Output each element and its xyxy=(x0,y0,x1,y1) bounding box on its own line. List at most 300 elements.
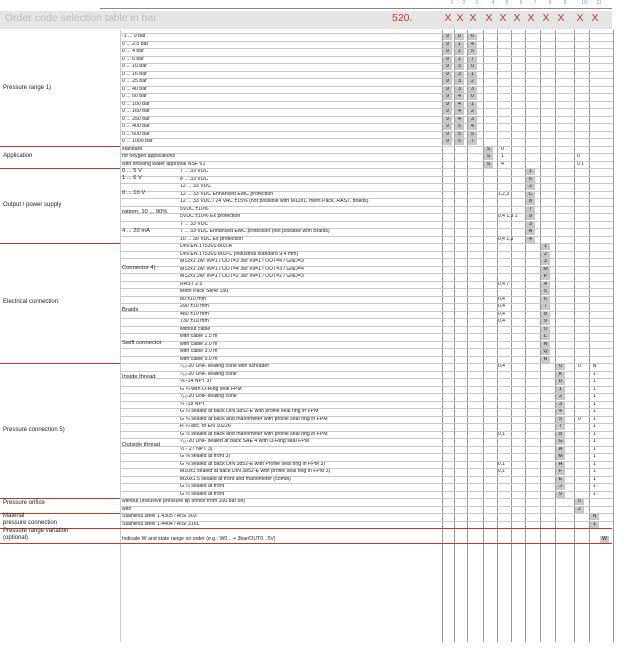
output-sub-label: 0 ... 5 V xyxy=(122,167,142,174)
top-rule xyxy=(100,8,612,9)
pressure-connection-item: G ½ sealed at back and manometer with profile seal ring in FPM xyxy=(180,430,328,437)
pressure-connection-item: ¼ -18 NPT xyxy=(180,400,206,407)
code-position-x: X xyxy=(499,12,507,24)
code-cell: 4 xyxy=(455,108,464,115)
code-cell: 9 xyxy=(443,101,452,108)
code-cell: 1 xyxy=(593,475,596,482)
code-cell: M xyxy=(541,266,550,273)
output-sub-label: 4 ... 20 mA xyxy=(122,227,151,234)
code-cell: 3 xyxy=(526,221,535,228)
code-cell: 9 xyxy=(443,78,452,85)
pressure-connection-item: ⁷⁄₁₆-20 UNF sealing cone xyxy=(180,370,237,377)
code-cell: 0 xyxy=(541,326,550,333)
pressure-connection-item: ⁷⁄₁₆-20 UNF sealing cone with schrader xyxy=(180,363,270,369)
code-cell: 1 xyxy=(556,386,565,393)
code-cell: 5 xyxy=(455,138,464,145)
grid-row-line xyxy=(120,513,613,514)
code-cell: 1 xyxy=(593,453,596,459)
code-cell: 9 xyxy=(443,108,452,115)
code-cell: 3 xyxy=(455,78,464,85)
pressure-connection-item: ½ - 27 NPT 3) xyxy=(180,445,213,452)
grid-row-line xyxy=(120,93,613,94)
electrical-item: with cable 1.5 m xyxy=(180,333,218,339)
material-item: Stainless steel 1.4305 / AISI 303 xyxy=(122,513,197,519)
code-position-x: X xyxy=(456,12,464,24)
code-cell: 6 xyxy=(526,176,535,183)
extra-code: 0 xyxy=(577,153,580,159)
output-item: 7 ... 33 VDC xyxy=(180,220,209,227)
grid-label-line xyxy=(120,30,121,642)
pressure-connection-label: Pressure connection 5) xyxy=(3,426,65,433)
code-cell: 0 xyxy=(455,33,464,40)
code-cell: 8 xyxy=(556,431,565,438)
grid-row-line xyxy=(120,348,613,349)
code-cell: 9 xyxy=(443,116,452,123)
code-position-number: 2 xyxy=(462,0,466,6)
grid-row-line xyxy=(120,243,613,244)
pressure-orifice-item: without (inclusive pressure tip orifice from 100 bar on) xyxy=(122,498,246,504)
code-cell: 1 xyxy=(593,400,596,407)
grid-row-line xyxy=(120,258,613,259)
code-cell: 2 xyxy=(526,183,535,190)
code-cell: 0 xyxy=(501,145,504,152)
grid-row-line xyxy=(120,378,613,379)
code-cell: 0 xyxy=(578,415,581,422)
electrical-label: Electrical connection xyxy=(3,299,59,305)
electrical-item: 480 ±10 mm xyxy=(180,310,209,317)
pressure-orifice-item: with xyxy=(122,505,132,512)
output-item: 7 ... 33 VDC xyxy=(180,168,209,174)
code-cell: 4 xyxy=(556,408,565,415)
pressure-connection-item: ⁷⁄₁₆-20 UNF sealing cone xyxy=(180,393,237,399)
pressure-range-item: 0 ... 100 bar xyxy=(122,100,150,107)
code-cell: 1 xyxy=(593,385,596,392)
pressure-range-item: 0 ... 400 bar xyxy=(122,123,150,129)
code-cell: 1 xyxy=(455,48,464,55)
extra-code: 0,4 1,3 1 xyxy=(498,213,518,219)
pressure-range-item: 0 ... 6 bar xyxy=(122,55,144,62)
code-cell: 5 xyxy=(455,131,464,138)
grid-row-line xyxy=(120,476,613,477)
grid-row-line xyxy=(120,48,613,49)
code-cell: 5 xyxy=(468,48,477,55)
grid-row-line xyxy=(120,468,613,469)
pressure-orifice-label: Pressure orifice xyxy=(3,500,45,506)
code-cell: 0 xyxy=(468,93,477,100)
grid-row-line xyxy=(120,176,613,177)
grid-row-line xyxy=(120,273,613,274)
electrical-item: 730 ±10 mm xyxy=(180,318,209,324)
code-cell: 1 xyxy=(593,370,596,377)
grid-row-line xyxy=(120,341,613,342)
electrical-item: M12x1 2w: IN=1 / OUT=2 3w: IN=1 / OUT=2 / GND=3 xyxy=(180,273,304,279)
pressure-range-item: 0 ... 60 bar xyxy=(122,93,147,99)
code-position-number: 5 xyxy=(505,0,509,6)
code-cell: 9 xyxy=(541,318,550,325)
code-cell: 9 xyxy=(443,56,452,63)
pressure-connection-item: ⅛ -14 NPT 3) xyxy=(180,378,212,384)
code-cell: 2 xyxy=(468,78,477,85)
code-cell: 4 xyxy=(541,281,550,288)
code-position-number: 3 xyxy=(475,0,479,6)
code-cell: 0 xyxy=(578,363,581,369)
grid-column-line xyxy=(483,30,484,642)
code-cell: 1 xyxy=(593,483,596,489)
grid-row-line xyxy=(120,356,613,357)
code-cell: 9 xyxy=(443,138,452,145)
extra-code: 1,2,3 xyxy=(498,190,510,197)
grid-row-line xyxy=(120,393,613,394)
code-cell: 1 xyxy=(455,41,464,48)
pressure-connection-sub-label: Outside thread xyxy=(122,441,161,448)
grid-row-line xyxy=(120,521,613,522)
code-cell: 3 xyxy=(556,401,565,408)
application-item: with drinking water approval NSF 61 xyxy=(122,160,206,167)
code-cell: 1 xyxy=(593,415,596,422)
grid-column-line xyxy=(497,30,498,642)
grid-row-line xyxy=(120,386,613,387)
electrical-item: with cable 5.0 m xyxy=(180,355,218,362)
output-item: 12 ... 33 VDC / 24 VAC ±15% (not possible with M12x1, metri Pack, RAST, braids) xyxy=(180,198,369,204)
code-cell: 4 xyxy=(468,123,477,130)
extra-code: 0,4 1,3 xyxy=(498,235,514,242)
code-cell: 1 xyxy=(593,438,596,444)
code-cell: 4 xyxy=(501,160,504,167)
code-cell: 2 xyxy=(541,251,550,258)
pressure-range-item: 0 ... 25 bar xyxy=(122,78,147,84)
grid-row-line xyxy=(120,311,613,312)
code-cell: S xyxy=(484,146,493,153)
electrical-item: RAST 2.5 xyxy=(180,280,203,287)
grid-row-line xyxy=(120,101,613,102)
output-item: 5VDC ±10% Ex protection xyxy=(180,213,241,219)
code-cell: 1 xyxy=(593,408,596,414)
code-cell: S xyxy=(484,161,493,168)
variation-label-2: (optional) xyxy=(3,535,29,541)
code-cell: N xyxy=(541,341,550,348)
grid-row-line xyxy=(120,236,613,237)
code-cell: 7 xyxy=(556,423,565,430)
electrical-item: with cable 2.0 m xyxy=(180,340,218,347)
code-cell: 9 xyxy=(443,41,452,48)
pressure-connection-item: G ¼ sealed at front xyxy=(180,483,225,489)
code-cell: G xyxy=(556,438,565,445)
grid-row-line xyxy=(120,251,613,252)
grid-row-line xyxy=(120,206,613,207)
code-cell: 1 xyxy=(455,56,464,63)
pressure-connection-item: R ¼ acc. to EN 10226 xyxy=(180,423,231,429)
electrical-item: DIN EN 175301-803-C (industrial standard 9.4 mm) xyxy=(180,250,299,257)
code-cell: 3 xyxy=(455,71,464,78)
code-position-number: 6 xyxy=(519,0,523,6)
code-cell: 9 xyxy=(443,86,452,93)
grid-column-line xyxy=(613,30,614,642)
grid-row-line xyxy=(120,213,613,214)
code-cell: R xyxy=(541,356,550,363)
code-position-x: X xyxy=(485,12,493,24)
pressure-connection-item: G ¼ with O-Ring seal FPM xyxy=(180,385,242,392)
code-cell: 1 xyxy=(593,393,596,399)
grid-row-line xyxy=(120,56,613,57)
grid-row-line xyxy=(120,416,613,417)
extra-code: 0,4 xyxy=(498,363,505,369)
code-cell: 1 xyxy=(468,101,477,108)
code-cell: 7 xyxy=(541,303,550,310)
code-cell: 3 xyxy=(455,86,464,93)
code-cell: 9 xyxy=(443,123,452,130)
grid-row-line xyxy=(120,483,613,484)
code-cell: 4 xyxy=(455,101,464,108)
code-position-x: X xyxy=(513,12,521,24)
extra-code: 0,1 xyxy=(498,468,505,474)
grid-row-line xyxy=(120,228,613,229)
code-position-number: 11 xyxy=(596,0,602,6)
pressure-range-item: 0 ... 600 bar xyxy=(122,130,150,137)
grid-row-line xyxy=(120,33,613,34)
code-cell: 1 xyxy=(593,378,596,384)
extra-code: 0,4 7 xyxy=(498,280,510,287)
grid-row-line xyxy=(120,131,613,132)
code-cell: F xyxy=(556,468,565,475)
pressure-range-item: 0 ... 4 bar xyxy=(122,48,144,54)
pressure-connection-item: G ⅛ sealed at front 3) xyxy=(180,453,231,459)
grid-row-line xyxy=(120,318,613,319)
code-cell: 3 xyxy=(541,258,550,265)
code-position-x: X xyxy=(557,12,565,24)
code-cell: 0 xyxy=(468,63,477,70)
material-label: Material xyxy=(3,513,25,519)
code-cell: 7 xyxy=(468,138,477,145)
code-cell: A xyxy=(556,446,565,453)
grid-row-line xyxy=(120,303,613,304)
electrical-sub-label: Swift connector xyxy=(122,340,162,347)
code-cell: C xyxy=(526,191,535,198)
grid-row-line xyxy=(120,371,613,372)
code-cell: 1 xyxy=(468,71,477,78)
material-label-2: pressure connection xyxy=(3,520,58,526)
grid-row-line xyxy=(120,423,613,424)
electrical-item: DIN EN 175301-803-A xyxy=(180,243,232,249)
code-cell: M xyxy=(556,453,565,460)
pressure-connection-item: G ¼ sealed at back DIN 3852-E with profile seal ring in FPM xyxy=(180,408,319,414)
code-position-number: 10 xyxy=(581,0,587,6)
grid-row-line xyxy=(120,326,613,327)
code-position-number: 4 xyxy=(491,0,495,6)
pressure-connection-sub-label: Inside thread xyxy=(122,374,156,380)
code-cell: H xyxy=(556,461,565,468)
grid-row-line xyxy=(120,431,613,432)
code-cell: L xyxy=(541,333,550,340)
code-position-x: X xyxy=(542,12,550,24)
code-cell: 9 xyxy=(443,63,452,70)
electrical-item: with cable 3.0 m xyxy=(180,348,218,354)
extra-code: 0,1 xyxy=(498,430,505,437)
grid-row-line xyxy=(120,183,613,184)
grid-row-line xyxy=(120,138,613,139)
code-cell: 9 xyxy=(556,491,565,498)
code-cell: 4 xyxy=(468,41,477,48)
grid-row-line xyxy=(120,146,613,147)
electrical-item: M12x1 2w: IN=1 / OUT=4 3w: IN=1 / OUT=3 / GND=4 xyxy=(180,265,304,272)
pressure-range-item: 0 ... 10 bar xyxy=(122,63,147,69)
code-cell: 5 xyxy=(556,416,565,423)
application-item: standard xyxy=(122,145,143,152)
extra-code: 0 1 xyxy=(577,160,584,167)
code-cell: 7 xyxy=(526,206,535,213)
variation-label: Pressure range variation xyxy=(3,528,69,534)
code-position-number: 8 xyxy=(548,0,552,6)
grid-row-line xyxy=(120,153,613,154)
code-cell: 1 xyxy=(590,521,599,528)
code-cell: 9 xyxy=(443,131,452,138)
grid-column-line xyxy=(589,30,590,642)
grid-row-line xyxy=(120,446,613,447)
extra-code: 0,4 xyxy=(498,303,505,309)
grid-row-line xyxy=(120,491,613,492)
code-cell: 4 xyxy=(455,116,464,123)
grid-row-line xyxy=(120,288,613,289)
grid-row-line xyxy=(120,86,613,87)
electrical-item: 290 ±10 mm xyxy=(180,303,209,309)
grid-column-line xyxy=(525,30,526,642)
code-cell: S xyxy=(484,153,493,160)
code-cell: N xyxy=(590,513,599,520)
grid-row-line xyxy=(120,401,613,402)
code-cell: J xyxy=(556,483,565,490)
grid-row-line xyxy=(120,78,613,79)
order-code-prefix: 520. xyxy=(392,12,413,24)
grid-column-line xyxy=(511,30,512,642)
output-sub-label: 1 ... 6 V xyxy=(122,175,142,182)
grid-row-line xyxy=(120,168,613,169)
section-divider xyxy=(0,543,612,544)
extra-code: 0,1 xyxy=(498,460,505,467)
code-cell: 4 xyxy=(455,93,464,100)
pressure-range-label: Pressure range 1) xyxy=(3,85,52,92)
code-cell: Q xyxy=(541,348,550,355)
pressure-range-item: -1 ... 9 bar xyxy=(122,33,146,39)
grid-row-line xyxy=(120,221,613,222)
code-cell: 2 xyxy=(468,108,477,115)
application-item: for oxygen applications xyxy=(122,153,176,159)
grid-row-line xyxy=(120,363,613,364)
pressure-range-item: 0 ... 160 bar xyxy=(122,108,150,114)
code-cell: K xyxy=(556,371,565,378)
grid-row-line xyxy=(120,63,613,64)
code-cell: 9 xyxy=(443,48,452,55)
code-cell: 8 xyxy=(541,311,550,318)
code-cell: 1 xyxy=(593,460,596,467)
code-cell: 1 xyxy=(501,153,504,159)
grid-row-line xyxy=(120,506,613,507)
code-position-number: 9 xyxy=(563,0,567,6)
pressure-connection-item: G ½ sealed at front xyxy=(180,490,225,497)
electrical-item: Metri Pack Serie 150 xyxy=(180,288,229,294)
code-cell: 1 xyxy=(593,445,596,452)
code-cell: 2 xyxy=(575,506,584,513)
grid-row-line xyxy=(120,266,613,267)
code-position-number: 7 xyxy=(533,0,537,6)
code-cell: 1 xyxy=(593,468,596,474)
pressure-connection-item: G ¼ sealed at back and manometer with profile seal ring in FPM xyxy=(180,415,328,422)
pressure-connection-item: ⁷⁄₁₆-20 UNF sealed at back SAE 4 with O-Ring seal FPM xyxy=(180,438,310,444)
code-cell: 2 xyxy=(556,393,565,400)
code-cell: 9 xyxy=(443,71,452,78)
code-cell: 6 xyxy=(541,296,550,303)
code-cell: 5 xyxy=(468,131,477,138)
pressure-range-item: 0 ... 1000 bar xyxy=(122,138,153,144)
code-cell: 1 xyxy=(526,168,535,175)
pressure-range-item: 0 ... 2.5 bar xyxy=(122,40,149,47)
code-position-x: X xyxy=(576,12,584,24)
application-label: Application xyxy=(3,152,33,159)
grid-column-line xyxy=(574,30,575,642)
output-item: 12 ... 33 VDC xyxy=(180,183,212,189)
electrical-item: 80 ±10 mm xyxy=(180,295,206,302)
electrical-item: without cable xyxy=(180,325,211,332)
code-cell: 5 xyxy=(455,123,464,130)
extra-code: 0,4 xyxy=(498,295,505,302)
code-cell: W xyxy=(600,536,609,543)
grid-row-line xyxy=(120,461,613,462)
grid-row-line xyxy=(120,333,613,334)
output-sub-label: ratiom. 10 ... 90% xyxy=(122,209,168,215)
material-item: Stainless steel 1.4404 / AISI 316L xyxy=(122,520,200,527)
code-cell: A xyxy=(526,228,535,235)
grid-row-line xyxy=(120,408,613,409)
output-item: 12 ... 33 VDC Enhanced EMC protection xyxy=(180,190,274,197)
code-position-x: X xyxy=(591,12,599,24)
pressure-connection-item: M20x1.5 sealed at front and manometer (combi) xyxy=(180,475,291,482)
code-cell: 3 xyxy=(468,116,477,123)
electrical-item: M12x1 2w: IN=1 / OUT=3 3w: IN=1 / OUT=4 / GND=3 xyxy=(180,258,304,264)
grid-row-line xyxy=(120,453,613,454)
section-divider xyxy=(0,528,612,529)
pressure-connection-item: G ⅛ sealed at back DIN 3852-E with Profile seal ring in FPM 3) xyxy=(180,460,326,467)
extra-code: 0,4 xyxy=(498,318,505,324)
code-cell: 5 xyxy=(541,288,550,295)
code-cell: 0 xyxy=(556,363,565,370)
electrical-sub-label: Connector 4) xyxy=(122,265,156,272)
output-item: 7 ... 33 VDC Enhanced EMC protection (not possible with Braids) xyxy=(180,228,330,234)
code-cell: N xyxy=(592,363,597,369)
code-cell: 4 xyxy=(526,236,535,243)
grid-row-line xyxy=(120,296,613,297)
code-position-x: X xyxy=(469,12,477,24)
grid-row-line xyxy=(120,161,613,162)
grid-row-line xyxy=(120,498,613,499)
code-cell: E xyxy=(556,476,565,483)
pressure-range-item: 0 ... 16 bar xyxy=(122,70,147,77)
code-position-x: X xyxy=(527,12,535,24)
electrical-sub-label: Braids xyxy=(122,306,139,313)
grid-column-line xyxy=(555,30,556,642)
code-cell: 9 xyxy=(443,93,452,100)
extra-code: 0,4 xyxy=(498,310,505,317)
output-item: 5VDC ±10% xyxy=(180,205,209,212)
code-cell: 6 xyxy=(468,33,477,40)
code-cell: 0 xyxy=(575,498,584,505)
grid-row-line xyxy=(120,281,613,282)
pressure-range-item: 0 ... 250 bar xyxy=(122,115,150,122)
grid-row-line xyxy=(120,191,613,192)
grid-row-line xyxy=(120,438,613,439)
variation-item: Indicate W and state range on order (e.g.: W0... + 3bar/OUT0...5V) xyxy=(122,535,276,542)
output-item: 10 ... 30 VDC Ex protection xyxy=(180,235,243,242)
code-cell: 1 xyxy=(541,243,550,250)
table-title: Order code selection table in bar xyxy=(5,12,157,24)
grid-row-line xyxy=(120,41,613,42)
